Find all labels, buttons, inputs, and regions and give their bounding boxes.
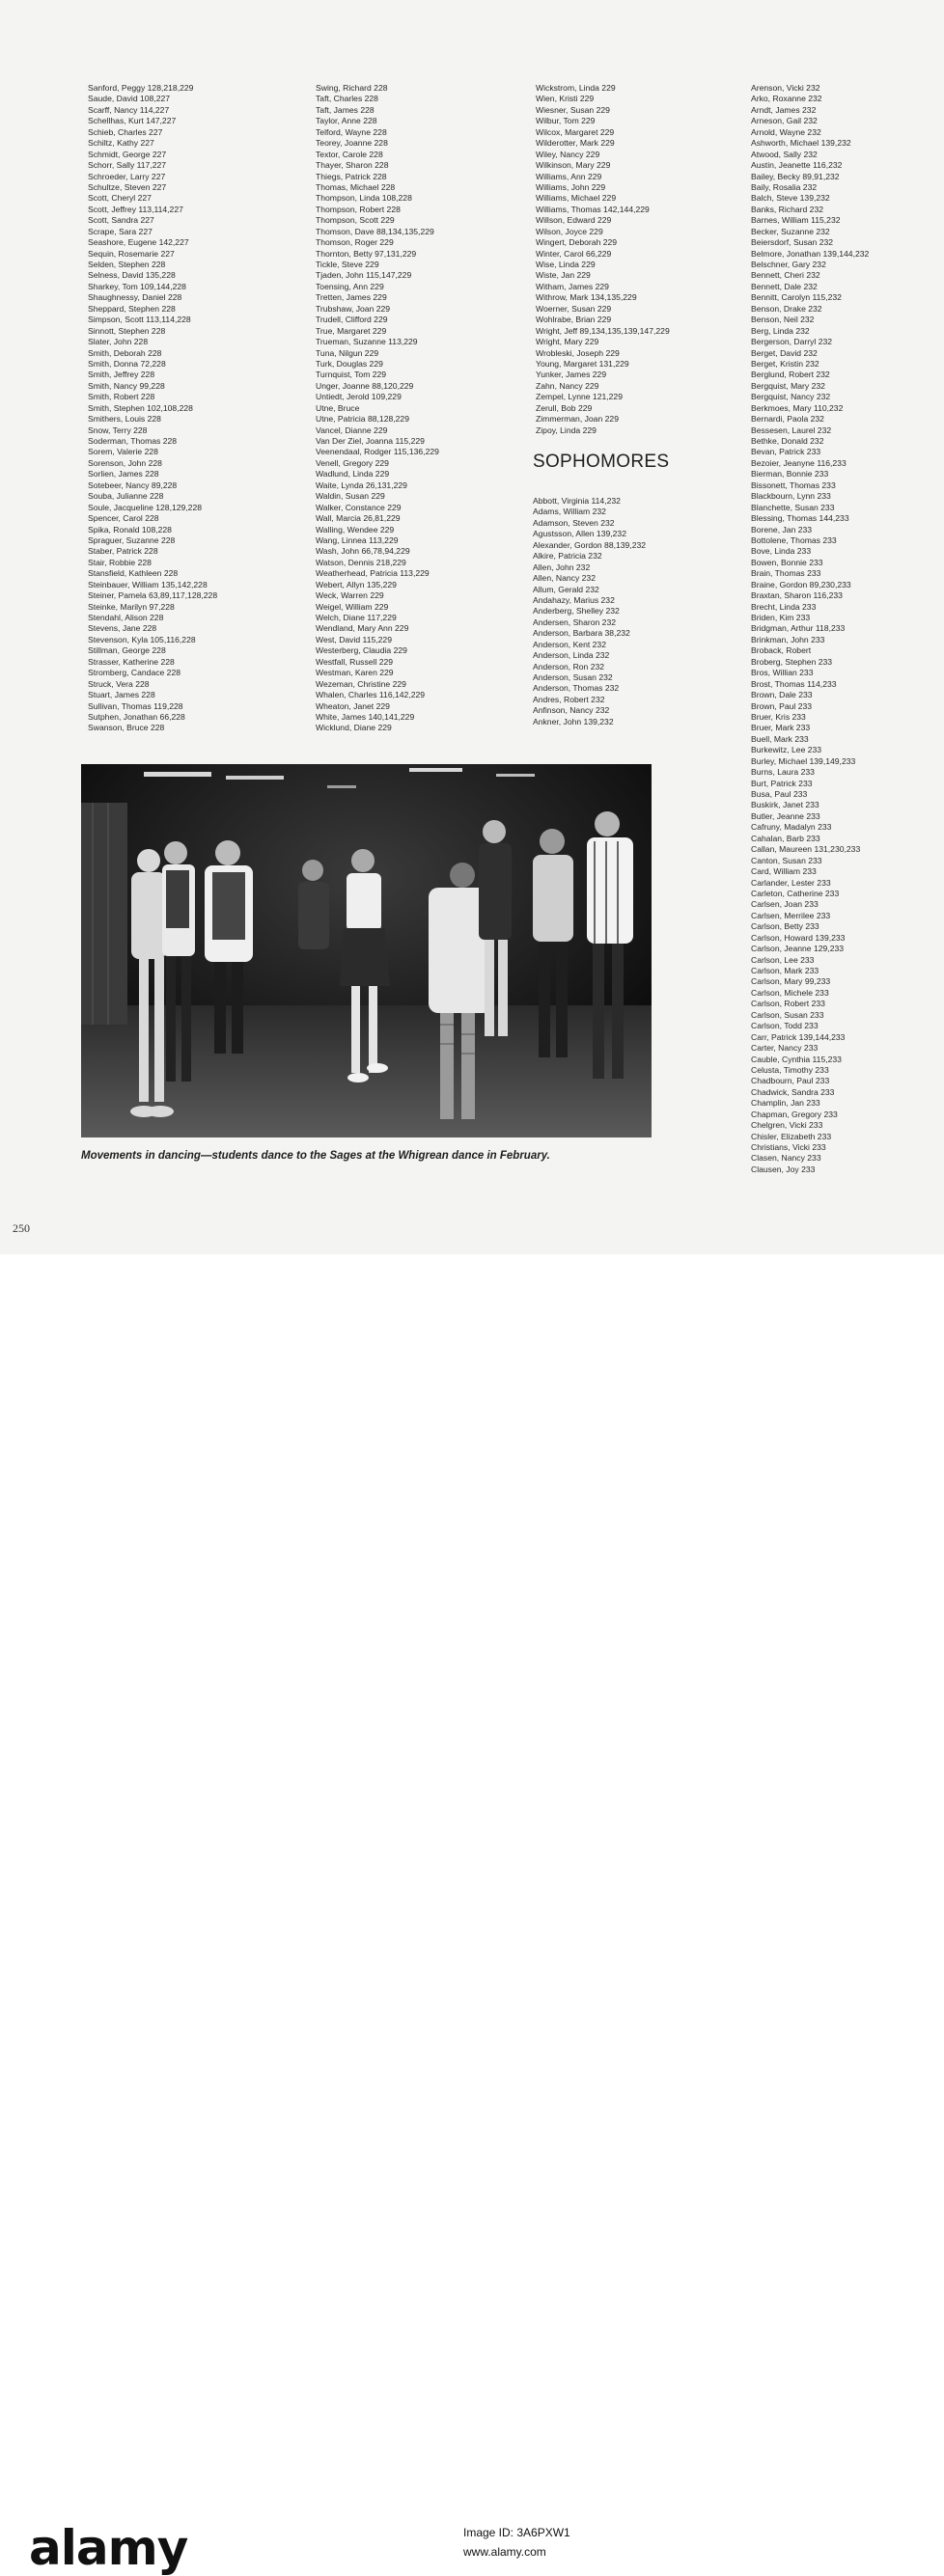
index-entry: Spraguer, Suzanne 228 bbox=[88, 534, 176, 545]
index-entry: Van Der Ziel, Joanna 115,229 bbox=[316, 436, 425, 446]
index-entry: Belschner, Gary 232 bbox=[751, 260, 826, 269]
index-entry: Bove, Linda 233 bbox=[751, 546, 812, 557]
index-entry: Allen, Nancy 232 bbox=[533, 573, 596, 584]
index-entry: Carlson, Susan 233 bbox=[751, 1009, 824, 1020]
index-entry: Vancel, Dianne 229 bbox=[316, 425, 388, 435]
index-entry: Bridgman, Arthur 118,233 bbox=[751, 623, 846, 634]
index-entry: Broback, Robert bbox=[751, 645, 812, 656]
index-entry: Thomson, Dave 88,134,135,229 bbox=[316, 226, 434, 236]
index-entry: Burns, Laura 233 bbox=[751, 767, 815, 778]
index-entry: Westfall, Russell 229 bbox=[316, 656, 394, 667]
index-entry: Smith, Donna 72,228 bbox=[88, 358, 166, 369]
index-entry: Brost, Thomas 114,233 bbox=[751, 678, 837, 689]
index-entry: Williams, Michael 229 bbox=[536, 193, 617, 204]
index-entry: Bezoier, Jeanyne 116,233 bbox=[751, 457, 847, 468]
index-entry: Schmidt, George 227 bbox=[88, 149, 167, 159]
index-entry: Teorey, Joanne 228 bbox=[316, 138, 388, 149]
index-entry: Bierman, Bonnie 233 bbox=[751, 469, 829, 480]
index-entry: Allum, Gerald 232 bbox=[533, 584, 599, 594]
index-entry: Bottolene, Thomas 233 bbox=[751, 534, 837, 545]
index-entry: Thomas, Michael 228 bbox=[316, 181, 396, 192]
index-entry: Smith, Robert 228 bbox=[88, 392, 155, 402]
name-index-column-4 bbox=[751, 83, 869, 1175]
index-entry: Austin, Jeanette 116,232 bbox=[751, 160, 843, 171]
index-entry: Champlin, Jan 233 bbox=[751, 1098, 820, 1109]
index-entry: Sotebeer, Nancy 89,228 bbox=[88, 480, 178, 490]
index-entry: Wash, John 66,78,94,229 bbox=[316, 546, 410, 557]
index-entry: Carlson, Todd 233 bbox=[751, 1021, 819, 1031]
index-entry: Zimmerman, Joan 229 bbox=[536, 414, 619, 425]
index-entry: Chadbourn, Paul 233 bbox=[751, 1076, 830, 1086]
index-entry: Zipoy, Linda 229 bbox=[536, 425, 597, 435]
index-entry: Waldin, Susan 229 bbox=[316, 491, 385, 502]
index-entry: Thompson, Scott 229 bbox=[316, 215, 395, 226]
index-entry: Utne, Patricia 88,128,229 bbox=[316, 414, 409, 425]
dance-photo-illustration bbox=[81, 764, 652, 1137]
index-entry: Chelgren, Vicki 233 bbox=[751, 1120, 823, 1131]
index-entry: Tjaden, John 115,147,229 bbox=[316, 270, 412, 281]
index-entry: Stendahl, Alison 228 bbox=[88, 613, 164, 622]
index-entry: Wright, Mary 229 bbox=[536, 337, 599, 347]
index-entry: Brown, Paul 233 bbox=[751, 700, 813, 711]
index-entry: Watson, Dennis 218,229 bbox=[316, 557, 406, 567]
index-entry: Shaughnessy, Daniel 228 bbox=[88, 292, 182, 303]
index-entry: Carlson, Robert 233 bbox=[751, 999, 825, 1009]
index-entry: Tuna, Nilgun 229 bbox=[316, 347, 379, 358]
index-entry: Clasen, Nancy 233 bbox=[751, 1153, 821, 1164]
index-entry: Welch, Diane 117,229 bbox=[316, 613, 397, 622]
index-entry: Card, William 233 bbox=[751, 866, 817, 877]
index-entry: Sutphen, Jonathan 66,228 bbox=[88, 711, 185, 722]
index-entry: Soderman, Thomas 228 bbox=[88, 436, 178, 446]
index-entry: Adams, William 232 bbox=[533, 507, 606, 517]
index-entry: Wadlund, Linda 229 bbox=[316, 469, 390, 480]
index-entry: Andahazy, Marius 232 bbox=[533, 594, 615, 605]
index-entry: Waite, Lynda 26,131,229 bbox=[316, 480, 407, 490]
index-entry: Christians, Vicki 233 bbox=[751, 1142, 826, 1152]
index-entry: Banks, Richard 232 bbox=[751, 204, 823, 214]
index-entry: Simpson, Scott 113,114,228 bbox=[88, 315, 191, 325]
yearbook-page bbox=[0, 0, 944, 1254]
index-entry: Buskirk, Janet 233 bbox=[751, 800, 819, 810]
index-entry: Carlson, Mary 99,233 bbox=[751, 976, 831, 987]
index-entry: Stuart, James 228 bbox=[88, 690, 155, 700]
index-entry: Walling, Wendee 229 bbox=[316, 524, 395, 534]
index-entry: Burley, Michael 139,149,233 bbox=[751, 755, 856, 766]
index-entry: Stansfield, Kathleen 228 bbox=[88, 568, 179, 579]
index-entry: Textor, Carole 228 bbox=[316, 149, 383, 159]
index-entry: Bennitt, Carolyn 115,232 bbox=[751, 292, 842, 303]
stock-footer-bar bbox=[0, 1254, 944, 2576]
index-entry: Smith, Nancy 99,228 bbox=[88, 380, 165, 391]
index-entry: Turk, Douglas 229 bbox=[316, 358, 383, 369]
index-entry: Carlsen, Joan 233 bbox=[751, 899, 819, 910]
index-entry: Adamson, Steven 232 bbox=[533, 517, 615, 528]
index-entry: Wohlrabe, Brian 229 bbox=[536, 315, 612, 325]
index-entry: Snow, Terry 228 bbox=[88, 425, 148, 435]
index-entry: Wilson, Joyce 229 bbox=[536, 226, 603, 236]
index-entry: Westerberg, Claudia 229 bbox=[316, 645, 407, 656]
index-entry: Swanson, Bruce 228 bbox=[88, 723, 165, 733]
index-entry: Walker, Constance 229 bbox=[316, 502, 402, 512]
index-entry: Carlson, Mark 233 bbox=[751, 966, 819, 975]
index-entry: Chisler, Elizabeth 233 bbox=[751, 1131, 832, 1141]
index-entry: Yunker, James 229 bbox=[536, 370, 607, 380]
index-entry: Blessing, Thomas 144,233 bbox=[751, 513, 849, 524]
index-entry: Williams, Ann 229 bbox=[536, 171, 602, 181]
index-entry: Canton, Susan 233 bbox=[751, 855, 822, 865]
index-entry: Schorr, Sally 117,227 bbox=[88, 160, 167, 171]
index-entry: Scott, Sandra 227 bbox=[88, 215, 154, 226]
index-entry: Becker, Suzanne 232 bbox=[751, 226, 830, 236]
index-entry: Trueman, Suzanne 113,229 bbox=[316, 337, 418, 347]
index-entry: Zempel, Lynne 121,229 bbox=[536, 392, 623, 402]
index-entry: Stillman, George 228 bbox=[88, 645, 166, 656]
index-entry: Webert, Allyn 135,229 bbox=[316, 579, 397, 589]
index-entry: Agustsson, Allen 139,232 bbox=[533, 529, 626, 539]
index-entry: Wiley, Nancy 229 bbox=[536, 149, 600, 159]
index-entry: Souba, Julianne 228 bbox=[88, 491, 164, 502]
index-entry: Thompson, Robert 228 bbox=[316, 204, 401, 214]
index-entry: Woerner, Susan 229 bbox=[536, 303, 612, 314]
index-entry: Wheaton, Janet 229 bbox=[316, 700, 390, 711]
index-entry: Beiersdorf, Susan 232 bbox=[751, 237, 834, 248]
index-entry: Carleton, Catherine 233 bbox=[751, 888, 840, 898]
index-entry: Wendland, Mary Ann 229 bbox=[316, 623, 409, 634]
index-entry: Bergerson, Darryl 232 bbox=[751, 337, 833, 347]
index-entry: Spika, Ronald 108,228 bbox=[88, 524, 172, 534]
index-entry: Swing, Richard 228 bbox=[316, 83, 388, 93]
site-url: www.alamy.com bbox=[463, 2545, 546, 2559]
index-entry: Anderson, Barbara 38,232 bbox=[533, 628, 630, 639]
index-entry: Wien, Kristi 229 bbox=[536, 94, 595, 104]
index-entry: Brinkman, John 233 bbox=[751, 634, 825, 644]
index-entry: Cauble, Cynthia 115,233 bbox=[751, 1054, 842, 1064]
index-entry: West, David 115,229 bbox=[316, 634, 392, 644]
index-entry: Bessesen, Laurel 232 bbox=[751, 425, 832, 435]
index-entry: Anderson, Kent 232 bbox=[533, 639, 606, 649]
index-entry: Bowen, Bonnie 233 bbox=[751, 557, 823, 567]
index-entry: Smith, Deborah 228 bbox=[88, 347, 162, 358]
index-entry: Young, Margaret 131,229 bbox=[536, 358, 629, 369]
index-entry: Schroeder, Larry 227 bbox=[88, 171, 166, 181]
index-entry: Zahn, Nancy 229 bbox=[536, 380, 599, 391]
index-entry: Soule, Jacqueline 128,129,228 bbox=[88, 502, 203, 512]
index-entry: Broberg, Stephen 233 bbox=[751, 656, 833, 667]
index-entry: Thiegs, Patrick 228 bbox=[316, 171, 387, 181]
index-entry: Bergquist, Mary 232 bbox=[751, 380, 825, 391]
index-entry: Bernardi, Paola 232 bbox=[751, 414, 824, 425]
index-entry: Struck, Vera 228 bbox=[88, 678, 150, 689]
index-entry: Tickle, Steve 229 bbox=[316, 260, 379, 269]
index-entry: Anderson, Susan 232 bbox=[533, 672, 613, 682]
index-entry: Thayer, Sharon 228 bbox=[316, 160, 389, 171]
index-entry: Wise, Linda 229 bbox=[536, 260, 596, 269]
sophomores-heading: SOPHOMORES bbox=[533, 452, 670, 472]
index-entry: Anfinson, Nancy 232 bbox=[533, 705, 610, 716]
index-entry: Barnes, William 115,232 bbox=[751, 215, 841, 226]
index-entry: Unger, Joanne 88,120,229 bbox=[316, 380, 414, 391]
index-entry: Carlsen, Merrilee 233 bbox=[751, 910, 831, 920]
index-entry: Carlson, Lee 233 bbox=[751, 954, 815, 965]
index-entry: Scarff, Nancy 114,227 bbox=[88, 104, 170, 115]
index-entry: Busa, Paul 233 bbox=[751, 789, 808, 799]
index-entry: Cahalan, Barb 233 bbox=[751, 833, 820, 843]
index-entry: Carr, Patrick 139,144,233 bbox=[751, 1031, 846, 1042]
index-entry: Trubshaw, Joan 229 bbox=[316, 303, 391, 314]
index-entry: Chadwick, Sandra 233 bbox=[751, 1086, 835, 1097]
index-entry: Stair, Robbie 228 bbox=[88, 557, 152, 567]
index-entry: Anderson, Thomas 232 bbox=[533, 683, 620, 694]
index-entry: Buell, Mark 233 bbox=[751, 733, 809, 744]
index-entry: Taft, Charles 228 bbox=[316, 94, 378, 104]
index-entry: Wang, Linnea 113,229 bbox=[316, 534, 399, 545]
index-entry: Arndt, James 232 bbox=[751, 104, 817, 115]
index-entry: Alexander, Gordon 88,139,232 bbox=[533, 539, 647, 550]
index-entry: Telford, Wayne 228 bbox=[316, 126, 387, 137]
index-entry: Strasser, Katherine 228 bbox=[88, 656, 175, 667]
index-entry: Smithers, Louis 228 bbox=[88, 414, 161, 425]
dance-photo bbox=[81, 764, 652, 1137]
index-entry: Smith, Stephen 102,108,228 bbox=[88, 402, 193, 413]
index-entry: Wiesner, Susan 229 bbox=[536, 104, 610, 115]
index-entry: Weatherhead, Patricia 113,229 bbox=[316, 568, 430, 579]
index-entry: Baily, Rosalia 232 bbox=[751, 181, 818, 192]
index-entry: Blanchette, Susan 233 bbox=[751, 502, 835, 512]
index-entry: Arnold, Wayne 232 bbox=[751, 126, 821, 137]
page-number: 250 bbox=[13, 1221, 30, 1235]
index-entry: Utne, Bruce bbox=[316, 402, 360, 413]
index-entry: Butler, Jeanne 233 bbox=[751, 810, 820, 821]
index-entry: Berg, Linda 232 bbox=[751, 325, 810, 336]
index-entry: Untiedt, Jerold 109,229 bbox=[316, 392, 402, 402]
index-entry: Belmore, Jonathan 139,144,232 bbox=[751, 248, 870, 259]
index-entry: Williams, John 229 bbox=[536, 181, 606, 192]
index-entry: Seashore, Eugene 142,227 bbox=[88, 237, 189, 248]
index-entry: Abbott, Virginia 114,232 bbox=[533, 496, 621, 506]
index-entry: Wright, Jeff 89,134,135,139,147,229 bbox=[536, 325, 670, 336]
index-entry: Burkewitz, Lee 233 bbox=[751, 745, 822, 755]
index-entry: Wilderotter, Mark 229 bbox=[536, 138, 615, 149]
index-entry: Steinke, Marilyn 97,228 bbox=[88, 601, 175, 612]
index-entry: Stevens, Jane 228 bbox=[88, 623, 157, 634]
index-entry: Trudell, Clifford 229 bbox=[316, 315, 388, 325]
index-entry: Brown, Dale 233 bbox=[751, 690, 813, 700]
index-entry: Ankner, John 139,232 bbox=[533, 716, 614, 726]
index-entry: Schultze, Steven 227 bbox=[88, 181, 167, 192]
image-id-label: Image ID: 3A6PXW1 bbox=[463, 2526, 570, 2539]
index-entry: Stevenson, Kyla 105,116,228 bbox=[88, 634, 196, 644]
photo-caption: Movements in dancing—students dance to the Sages at the Whigrean dance in February. bbox=[81, 1150, 550, 1162]
index-entry: Burt, Patrick 233 bbox=[751, 778, 813, 788]
index-entry: Schieb, Charles 227 bbox=[88, 126, 163, 137]
index-entry: Tretten, James 229 bbox=[316, 292, 387, 303]
index-entry: Venell, Gregory 229 bbox=[316, 457, 389, 468]
index-entry: True, Margaret 229 bbox=[316, 325, 387, 336]
index-entry: Bissonett, Thomas 233 bbox=[751, 480, 836, 490]
index-entry: Bruer, Mark 233 bbox=[751, 723, 811, 733]
index-entry: Carlson, Michele 233 bbox=[751, 987, 829, 998]
index-entry: Braine, Gordon 89,230,233 bbox=[751, 579, 851, 589]
index-entry: Selness, David 135,228 bbox=[88, 270, 176, 281]
index-entry: Sanford, Peggy 128,218,229 bbox=[88, 83, 194, 93]
index-entry: White, James 140,141,229 bbox=[316, 711, 415, 722]
index-entry: Turnquist, Tom 229 bbox=[316, 370, 387, 380]
index-entry: Blackbourn, Lynn 233 bbox=[751, 491, 831, 502]
index-entry: Carlson, Howard 139,233 bbox=[751, 932, 846, 943]
index-entry: Winter, Carol 66,229 bbox=[536, 248, 612, 259]
name-index-column-3-sophomores bbox=[533, 496, 646, 727]
index-entry: Sullivan, Thomas 119,228 bbox=[88, 700, 183, 711]
index-entry: Callan, Maureen 131,230,233 bbox=[751, 844, 861, 855]
index-entry: Schiltz, Kathy 227 bbox=[88, 138, 154, 149]
index-entry: Alkire, Patricia 232 bbox=[533, 551, 602, 562]
index-entry: Slater, John 228 bbox=[88, 337, 149, 347]
index-entry: Berglund, Robert 232 bbox=[751, 370, 830, 380]
index-entry: Sheppard, Stephen 228 bbox=[88, 303, 176, 314]
index-entry: Thomson, Roger 229 bbox=[316, 237, 394, 248]
index-entry: Sequin, Rosemarie 227 bbox=[88, 248, 175, 259]
index-entry: Willson, Edward 229 bbox=[536, 215, 612, 226]
index-entry: Toensing, Ann 229 bbox=[316, 281, 384, 291]
index-entry: Sinnott, Stephen 228 bbox=[88, 325, 166, 336]
index-entry: Westman, Karen 229 bbox=[316, 668, 394, 678]
index-entry: Atwood, Sally 232 bbox=[751, 149, 818, 159]
index-entry: Bruer, Kris 233 bbox=[751, 711, 806, 722]
index-entry: Braxtan, Sharon 116,233 bbox=[751, 590, 843, 601]
index-entry: Anderson, Ron 232 bbox=[533, 661, 605, 671]
name-index-column-2 bbox=[316, 83, 439, 734]
index-entry: Steiner, Pamela 63,89,117,128,228 bbox=[88, 590, 218, 601]
index-entry: Brecht, Linda 233 bbox=[751, 601, 817, 612]
index-entry: Scott, Cheryl 227 bbox=[88, 193, 152, 204]
index-entry: Chapman, Gregory 233 bbox=[751, 1109, 838, 1119]
index-entry: Andres, Robert 232 bbox=[533, 694, 605, 704]
index-entry: Bergquist, Nancy 232 bbox=[751, 392, 831, 402]
index-entry: Witham, James 229 bbox=[536, 281, 609, 291]
index-entry: Anderson, Linda 232 bbox=[533, 650, 610, 661]
index-entry: Sharkey, Tom 109,144,228 bbox=[88, 281, 186, 291]
index-entry: Scrape, Sara 227 bbox=[88, 226, 153, 236]
index-entry: Arneson, Gail 232 bbox=[751, 116, 818, 126]
name-index-column-3-juniors bbox=[536, 83, 670, 436]
index-entry: Schellhas, Kurt 147,227 bbox=[88, 116, 177, 126]
index-entry: Saude, David 108,227 bbox=[88, 94, 171, 104]
index-entry: Andersen, Sharon 232 bbox=[533, 617, 617, 627]
index-entry: Balch, Steve 139,232 bbox=[751, 193, 830, 204]
index-entry: Wilcox, Margaret 229 bbox=[536, 126, 615, 137]
index-entry: Bennett, Dale 232 bbox=[751, 281, 818, 291]
index-entry: Bevan, Patrick 233 bbox=[751, 447, 821, 457]
index-entry: Scott, Jeffrey 113,114,227 bbox=[88, 204, 183, 214]
index-entry: Bros, Willian 233 bbox=[751, 668, 814, 678]
index-entry: Williams, Thomas 142,144,229 bbox=[536, 204, 650, 214]
index-entry: Wiste, Jan 229 bbox=[536, 270, 591, 281]
index-entry: Allen, John 232 bbox=[533, 562, 591, 572]
index-entry: Sorenson, John 228 bbox=[88, 457, 162, 468]
index-entry: Wingert, Deborah 229 bbox=[536, 237, 618, 248]
name-index-column-1 bbox=[88, 83, 217, 734]
index-entry: Bailey, Becky 89,91,232 bbox=[751, 171, 840, 181]
index-entry: Spencer, Carol 228 bbox=[88, 513, 159, 524]
index-entry: Taft, James 228 bbox=[316, 104, 375, 115]
index-entry: Thompson, Linda 108,228 bbox=[316, 193, 412, 204]
index-entry: Steinbauer, William 135,142,228 bbox=[88, 579, 208, 589]
index-entry: Bethke, Donald 232 bbox=[751, 436, 824, 446]
index-entry: Veenendaal, Rodger 115,136,229 bbox=[316, 447, 439, 457]
index-entry: Staber, Patrick 228 bbox=[88, 546, 158, 557]
brand-logo: alamy bbox=[29, 2520, 188, 2576]
index-entry: Zerull, Bob 229 bbox=[536, 402, 593, 413]
index-entry: Arenson, Vicki 232 bbox=[751, 83, 820, 93]
index-entry: Selden, Stephen 228 bbox=[88, 260, 166, 269]
index-entry: Stromberg, Candace 228 bbox=[88, 668, 181, 678]
index-entry: Whalen, Charles 116,142,229 bbox=[316, 690, 426, 700]
index-entry: Carlson, Jeanne 129,233 bbox=[751, 944, 845, 954]
index-entry: Ashworth, Michael 139,232 bbox=[751, 138, 851, 149]
index-entry: Borene, Jan 233 bbox=[751, 524, 813, 534]
index-entry: Taylor, Anne 228 bbox=[316, 116, 377, 126]
index-entry: Sorem, Valerie 228 bbox=[88, 447, 158, 457]
index-entry: Wilbur, Tom 229 bbox=[536, 116, 596, 126]
index-entry: Sorlien, James 228 bbox=[88, 469, 159, 480]
index-entry: Briden, Kim 233 bbox=[751, 613, 811, 622]
index-entry: Carter, Nancy 233 bbox=[751, 1043, 819, 1054]
index-entry: Anderberg, Shelley 232 bbox=[533, 606, 620, 617]
index-entry: Berget, Kristin 232 bbox=[751, 358, 819, 369]
index-entry: Wall, Marcia 26,81,229 bbox=[316, 513, 401, 524]
index-entry: Smith, Jeffrey 228 bbox=[88, 370, 155, 380]
index-entry: Wilkinson, Mary 229 bbox=[536, 160, 611, 171]
index-entry: Benson, Neil 232 bbox=[751, 315, 815, 325]
index-entry: Arko, Roxanne 232 bbox=[751, 94, 822, 104]
index-entry: Withrow, Mark 134,135,229 bbox=[536, 292, 637, 303]
index-entry: Wickstrom, Linda 229 bbox=[536, 83, 616, 93]
index-entry: Cafruny, Madalyn 233 bbox=[751, 822, 832, 833]
index-entry: Berkmoes, Mary 110,232 bbox=[751, 402, 844, 413]
index-entry: Wezeman, Christine 229 bbox=[316, 678, 406, 689]
index-entry: Celusta, Timothy 233 bbox=[751, 1064, 829, 1075]
index-entry: Weigel, William 229 bbox=[316, 601, 389, 612]
index-entry: Berget, David 232 bbox=[751, 347, 818, 358]
index-entry: Clausen, Joy 233 bbox=[751, 1164, 816, 1174]
index-entry: Carlson, Betty 233 bbox=[751, 921, 819, 932]
index-entry: Carlander, Lester 233 bbox=[751, 877, 831, 888]
index-entry: Benson, Drake 232 bbox=[751, 303, 822, 314]
index-entry: Wicklund, Diane 229 bbox=[316, 723, 392, 733]
index-entry: Thornton, Betty 97,131,229 bbox=[316, 248, 417, 259]
index-entry: Weck, Warren 229 bbox=[316, 590, 384, 601]
index-entry: Bennett, Cheri 232 bbox=[751, 270, 820, 281]
index-entry: Wrobleski, Joseph 229 bbox=[536, 347, 620, 358]
index-entry: Brain, Thomas 233 bbox=[751, 568, 821, 579]
